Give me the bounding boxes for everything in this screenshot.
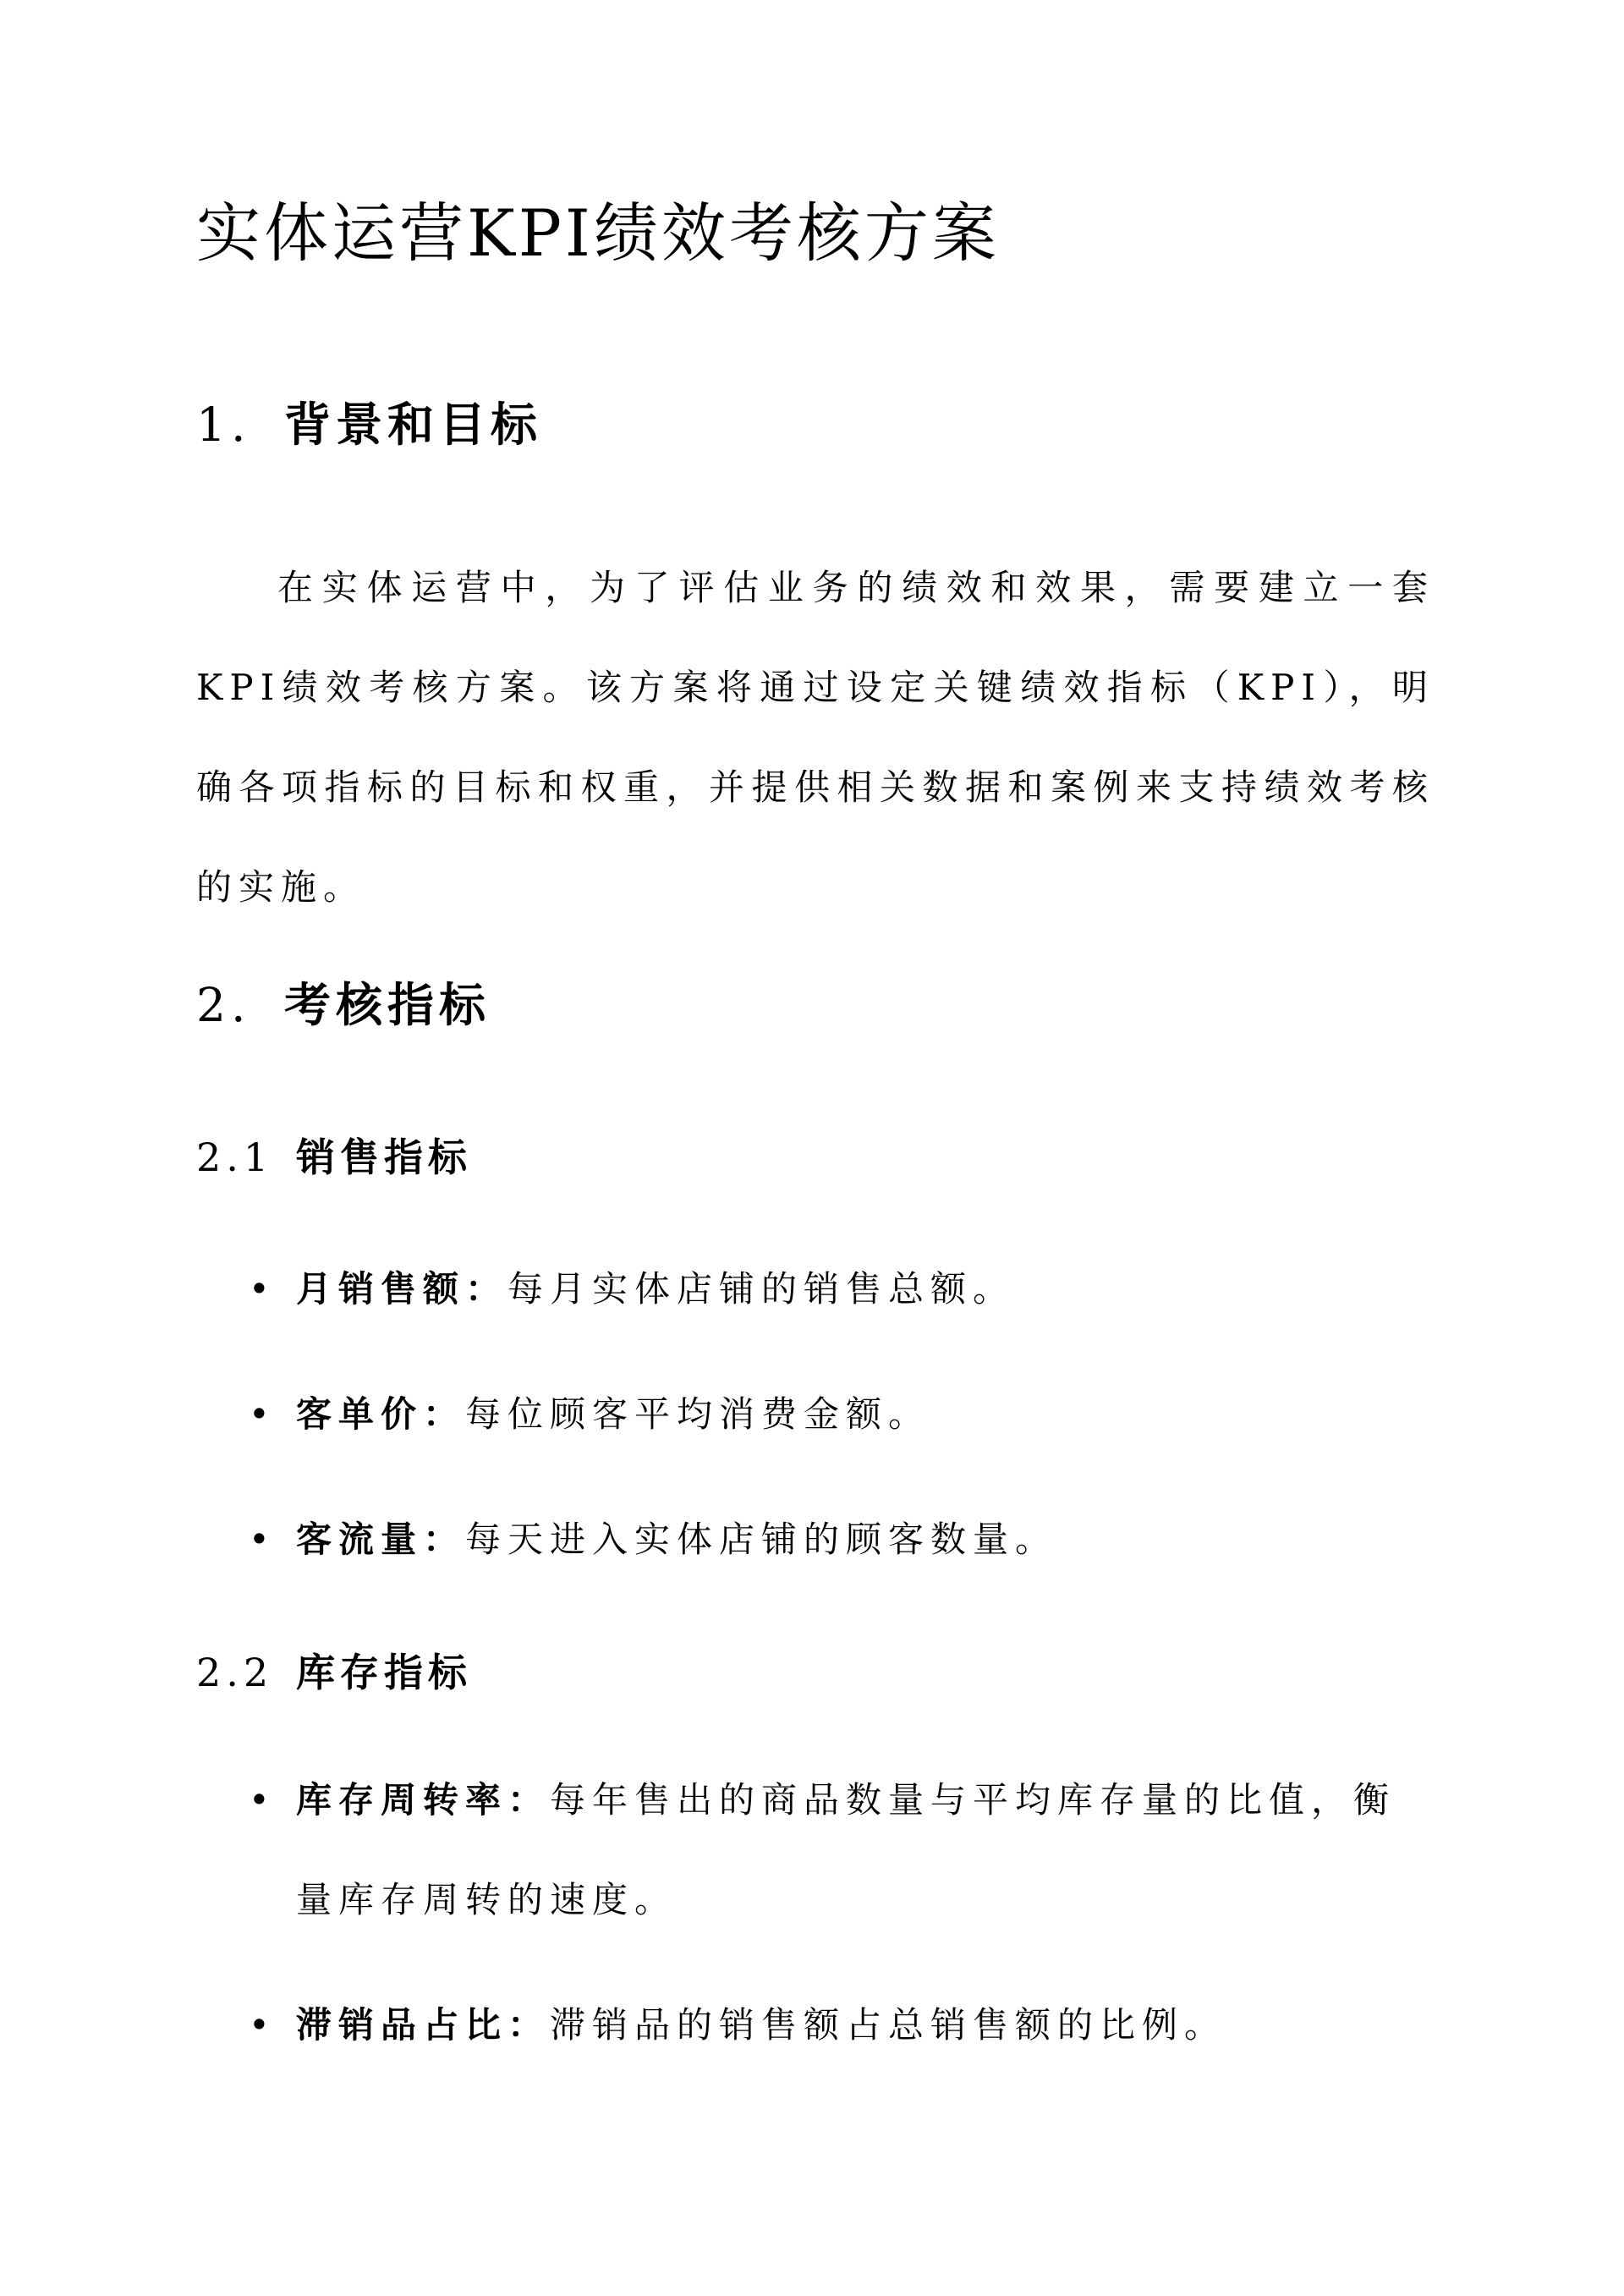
list-item bbox=[196, 1365, 1435, 1464]
section-number: 2. bbox=[196, 978, 251, 1032]
item-description: 每天进入实体店铺的顾客数量。 bbox=[465, 1519, 1058, 1560]
bullet-dot: • bbox=[249, 1779, 270, 1821]
section-heading-2 bbox=[196, 977, 491, 1032]
subsection-title: 销售指标 bbox=[296, 1134, 472, 1180]
background-paragraph: 在实体运营中，为了评估业务的绩效和效果，需要建立一套KPI绩效考核方案。该方案将通过设定关键绩效指标（KPI），明确各项指标的目标和权重，并提供相关数据和案例来支持绩效考核的实施。 bbox=[196, 567, 1435, 908]
item-term: 客单价： bbox=[296, 1393, 466, 1435]
subsection-heading-2-2 bbox=[196, 1650, 472, 1695]
item-term: 客流量： bbox=[296, 1519, 466, 1560]
section-number: 1. bbox=[196, 398, 251, 452]
list-item bbox=[196, 1750, 1435, 1950]
bullet-dot: • bbox=[249, 1393, 270, 1435]
section-title: 背景和目标 bbox=[284, 397, 543, 452]
item-description: 每年售出的商品数量与平均库存量的比值，衡量库存周转的速度。 bbox=[296, 1779, 1396, 1920]
item-description: 每月实体店铺的销售总额。 bbox=[508, 1268, 1016, 1310]
item-description: 每位顾客平均消费金额。 bbox=[465, 1393, 931, 1435]
item-term: 库存周转率： bbox=[296, 1779, 551, 1821]
subsection-number: 2.2 bbox=[196, 1650, 274, 1695]
subsection-title: 库存指标 bbox=[296, 1650, 472, 1695]
bullet-dot: • bbox=[249, 1268, 270, 1310]
subsection-heading-2-1 bbox=[196, 1134, 472, 1180]
item-description: 滞销品的销售额占总销售额的比例。 bbox=[550, 2004, 1227, 2046]
list-item bbox=[196, 1975, 1435, 2075]
bullet-dot: • bbox=[249, 1519, 270, 1560]
list-item bbox=[196, 1490, 1435, 1590]
item-term: 滞销品占比： bbox=[296, 2004, 551, 2046]
bullet-dot: • bbox=[249, 2004, 270, 2046]
list-item bbox=[196, 1239, 1435, 1339]
document-title: 实体运营KPI绩效考核方案 bbox=[196, 195, 1000, 271]
section-heading-1 bbox=[196, 397, 543, 452]
section-title: 考核指标 bbox=[284, 977, 491, 1032]
subsection-number: 2.1 bbox=[196, 1134, 274, 1180]
item-term: 月销售额： bbox=[296, 1268, 508, 1310]
